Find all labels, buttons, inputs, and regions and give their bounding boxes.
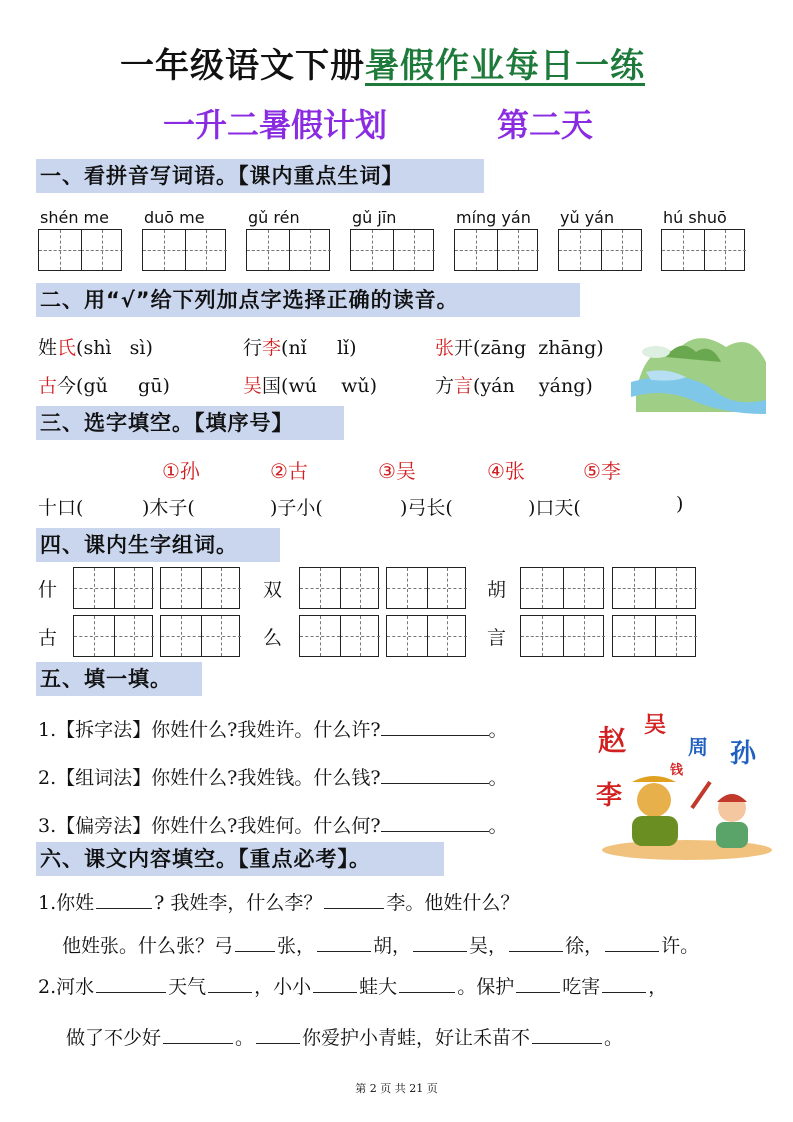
grid-cell (74, 568, 114, 608)
option-label: ③吴 (378, 459, 416, 483)
guide-line (447, 616, 448, 656)
grid-cell (143, 230, 185, 270)
page-footer: 第 2 页 共 21 页 (355, 1082, 438, 1095)
guide-line (518, 230, 519, 270)
guide-line (676, 568, 677, 608)
grid-cell (300, 616, 340, 656)
plain-char: 开 (454, 337, 474, 359)
guide-line (372, 230, 373, 270)
question-text: 1.【拆字法】你姓什么?我姓许。什么许? (38, 719, 381, 741)
line-text: 蛙大 (359, 976, 398, 998)
reading-item (243, 333, 357, 360)
dotted-char: 张 (435, 337, 455, 359)
line-text: 吃害 (562, 976, 601, 998)
dotted-char: 言 (454, 375, 474, 397)
guide-line (181, 616, 182, 656)
char-prompt: 双 (263, 579, 283, 601)
cell-divider (114, 616, 115, 656)
pinyin-label: yǔ yán (560, 208, 615, 227)
grid-cell (161, 568, 201, 608)
line-text: 你爱护小青蛙，好让禾苗不 (302, 1027, 531, 1049)
guide-line (476, 230, 477, 270)
line-text: 天气 (168, 976, 207, 998)
word-writing-grid[interactable] (299, 567, 379, 609)
cell-divider (704, 230, 705, 270)
pinyin-label: míng yán (456, 208, 531, 227)
fill-line (62, 931, 699, 958)
word-writing-grid[interactable] (612, 567, 696, 609)
cell-divider (563, 616, 564, 656)
guide-line (221, 568, 222, 608)
landscape-illustration (626, 322, 772, 416)
art-char-li: 李 (596, 781, 623, 811)
guide-line (94, 616, 95, 656)
fill-line (38, 715, 508, 742)
cell-divider (427, 568, 428, 608)
answer-blank[interactable] (96, 888, 152, 909)
grid-cell (559, 230, 601, 270)
guide-line (542, 568, 543, 608)
answer-blank[interactable] (602, 972, 646, 993)
line-text: 李。他姓什么？ (386, 892, 520, 914)
grid-cell (161, 616, 201, 656)
grid-cell (601, 230, 643, 270)
char-prompt: 什 (38, 579, 58, 601)
option-label: ①孙 (162, 459, 200, 483)
pinyin-options[interactable]: (shì sì) (76, 337, 153, 359)
grid-cell (613, 616, 655, 656)
title-highlight: 暑假作业每日一练 (365, 46, 645, 86)
grid-cell (81, 230, 123, 270)
word-writing-grid[interactable] (160, 567, 240, 609)
answer-blank[interactable] (163, 1023, 233, 1044)
guide-line (676, 616, 677, 656)
grid-cell (455, 230, 497, 270)
word-writing-grid[interactable] (38, 229, 122, 271)
fill-item: 十口( (38, 497, 84, 519)
grid-cell (340, 616, 380, 656)
pinyin-label: gǔ jīn (352, 208, 397, 227)
cell-divider (81, 230, 82, 270)
end-mark: 。 (488, 767, 508, 789)
grid-cell (521, 616, 563, 656)
char-prompt: 古 (38, 627, 58, 649)
char-prompt: 胡 (487, 579, 507, 601)
cell-divider (427, 616, 428, 656)
guide-line (320, 616, 321, 656)
word-writing-grid[interactable] (299, 615, 379, 657)
option-label: ④张 (487, 459, 525, 483)
guide-line (580, 230, 581, 270)
line-text: ，小小 (254, 976, 312, 998)
line-text: 。保护 (457, 976, 515, 998)
plain-char: 今 (57, 375, 77, 397)
guide-line (360, 568, 361, 608)
guide-line (221, 616, 222, 656)
grid-cell (201, 616, 241, 656)
grid-cell (497, 230, 539, 270)
word-writing-grid[interactable] (520, 567, 604, 609)
word-writing-grid[interactable] (73, 567, 153, 609)
cell-divider (340, 568, 341, 608)
grid-cell (427, 616, 467, 656)
guide-line (102, 230, 103, 270)
guide-line (622, 230, 623, 270)
line-text: 许。 (661, 935, 700, 957)
line-text: ? 我姓李，什么李？ (154, 892, 323, 914)
guide-line (634, 568, 635, 608)
grid-cell (247, 230, 289, 270)
cell-divider (340, 616, 341, 656)
answer-blank[interactable] (317, 931, 371, 952)
document-title (120, 38, 645, 87)
answer-blank[interactable] (532, 1023, 602, 1044)
line-text: 。 (604, 1027, 624, 1049)
grid-cell (340, 568, 380, 608)
line-text: 1.你姓 (38, 892, 95, 914)
word-writing-grid[interactable] (386, 615, 466, 657)
guide-line (134, 616, 135, 656)
answer-blank[interactable] (509, 931, 563, 952)
guide-line (134, 568, 135, 608)
grid-cell (289, 230, 331, 270)
grid-cell (74, 616, 114, 656)
answer-blank[interactable] (256, 1023, 300, 1044)
plain-char: 行 (243, 337, 263, 359)
grid-cell (351, 230, 393, 270)
pinyin-options[interactable]: (zāng zhāng) (473, 337, 604, 359)
char-prompt: 么 (263, 627, 283, 649)
answer-blank[interactable] (96, 972, 166, 993)
cell-divider (393, 230, 394, 270)
pinyin-options[interactable]: (wú wǔ) (281, 375, 378, 397)
guide-line (407, 568, 408, 608)
grid-cell (114, 616, 154, 656)
subtitle-day: 第二天 (497, 106, 594, 144)
section1-heading: 一、看拼音写词语。【课内重点生词】 (36, 159, 484, 193)
reading-item (435, 333, 604, 360)
fill-line (66, 1023, 623, 1050)
guide-line (584, 616, 585, 656)
answer-blank[interactable] (313, 972, 357, 993)
fill-line (38, 763, 508, 790)
guide-line (414, 230, 415, 270)
fill-item: )木子( (142, 497, 195, 519)
plain-char: 方 (435, 375, 455, 397)
plain-char: 国 (262, 375, 282, 397)
grid-cell (185, 230, 227, 270)
line-text: 吴， (469, 935, 508, 957)
cell-divider (114, 568, 115, 608)
fill-line (38, 811, 508, 838)
guide-line (164, 230, 165, 270)
title-main: 一年级语文下册 (120, 46, 365, 86)
end-mark: 。 (488, 719, 508, 741)
fill-item: )子小( (270, 497, 323, 519)
dotted-char: 李 (262, 337, 282, 359)
reading-item (38, 371, 170, 398)
cell-divider (563, 568, 564, 608)
word-writing-grid[interactable] (612, 615, 696, 657)
pinyin-options[interactable]: (nǐ lǐ) (281, 337, 357, 359)
answer-blank[interactable] (399, 972, 455, 993)
word-writing-grid[interactable] (454, 229, 538, 271)
cell-divider (655, 568, 656, 608)
word-writing-grid[interactable] (520, 615, 604, 657)
word-writing-grid[interactable] (246, 229, 330, 271)
section6-heading: 六、课文内容填空。【重点必考】。 (36, 842, 444, 876)
grid-cell (300, 568, 340, 608)
cell-divider (185, 230, 186, 270)
art-char-zhao: 赵 (598, 724, 627, 757)
word-writing-grid[interactable] (558, 229, 642, 271)
fill-item: )口天( (528, 497, 581, 519)
pinyin-options[interactable]: (yán yáng) (473, 375, 593, 397)
guide-line (360, 616, 361, 656)
reading-item (243, 371, 377, 398)
grid-cell (655, 568, 697, 608)
answer-blank[interactable] (324, 888, 384, 909)
option-label: ②古 (270, 459, 308, 483)
reading-item (38, 333, 153, 360)
cell-divider (655, 616, 656, 656)
section4-heading: 四、课内生字组词。 (36, 528, 280, 562)
line-text: 做了不少好 (66, 1027, 162, 1049)
section2-heading: 二、用“√”给下列加点字选择正确的读音。 (36, 283, 580, 317)
guide-line (725, 230, 726, 270)
answer-blank[interactable] (381, 715, 489, 736)
answer-blank[interactable] (413, 931, 467, 952)
grid-cell (521, 568, 563, 608)
word-writing-grid[interactable] (73, 615, 153, 657)
word-writing-grid[interactable] (661, 229, 745, 271)
answer-blank[interactable] (208, 972, 252, 993)
pinyin-label: gǔ rén (248, 208, 300, 227)
end-mark: 。 (488, 815, 508, 837)
option-label: ⑤李 (583, 459, 621, 483)
answer-blank[interactable] (235, 931, 275, 952)
grid-cell (704, 230, 746, 270)
guide-line (542, 616, 543, 656)
grid-cell (563, 568, 605, 608)
reading-item (435, 371, 593, 398)
word-writing-grid[interactable] (386, 567, 466, 609)
dotted-char: 氏 (57, 337, 77, 359)
pinyin-label: hú shuō (663, 208, 727, 227)
guide-line (206, 230, 207, 270)
fill-line (38, 972, 667, 999)
guide-line (447, 568, 448, 608)
line-text: 胡， (373, 935, 412, 957)
fill-line (38, 888, 519, 915)
grid-cell (563, 616, 605, 656)
fill-item: ) (676, 493, 684, 515)
art-char-qian: 钱 (670, 763, 684, 778)
pinyin-label: shén me (40, 208, 109, 227)
art-char-wu: 吴 (644, 712, 667, 738)
line-text: ， (648, 976, 668, 998)
answer-blank[interactable] (381, 811, 489, 832)
question-text: 2.【组词法】你姓什么?我姓钱。什么钱? (38, 767, 381, 789)
word-writing-grid[interactable] (142, 229, 226, 271)
guide-line (94, 568, 95, 608)
answer-blank[interactable] (605, 931, 659, 952)
section3-heading: 三、选字填空。【填序号】 (36, 406, 344, 440)
cell-divider (201, 616, 202, 656)
guide-line (584, 568, 585, 608)
cell-divider (289, 230, 290, 270)
guide-line (268, 230, 269, 270)
line-text: 张， (277, 935, 316, 957)
art-char-sun: 孙 (730, 739, 757, 769)
pinyin-options[interactable]: (gǔ gū) (76, 375, 170, 397)
grid-cell (655, 616, 697, 656)
grid-cell (201, 568, 241, 608)
cell-divider (601, 230, 602, 270)
art-char-zhou: 周 (688, 735, 708, 759)
surnames-illustration (592, 712, 782, 862)
guide-line (60, 230, 61, 270)
grid-cell (39, 230, 81, 270)
grid-cell (387, 616, 427, 656)
subtitle-plan: 一升二暑假计划 (163, 106, 388, 144)
grid-cell (387, 568, 427, 608)
line-text: 他姓张。什么张？弓 (62, 935, 234, 957)
line-text: 2.河水 (38, 976, 95, 998)
line-text: 徐， (565, 935, 604, 957)
grid-cell (613, 568, 655, 608)
cell-divider (497, 230, 498, 270)
question-text: 3.【偏旁法】你姓什么?我姓何。什么何? (38, 815, 381, 837)
line-text: 。 (235, 1027, 255, 1049)
dotted-char: 吴 (243, 375, 263, 397)
dotted-char: 古 (38, 375, 58, 397)
char-prompt: 言 (487, 627, 507, 649)
grid-cell (393, 230, 435, 270)
grid-cell (662, 230, 704, 270)
word-writing-grid[interactable] (160, 615, 240, 657)
section5-heading: 五、填一填。 (36, 662, 202, 696)
grid-cell (427, 568, 467, 608)
guide-line (683, 230, 684, 270)
guide-line (407, 616, 408, 656)
answer-blank[interactable] (381, 763, 489, 784)
fill-item: )弓长( (400, 497, 453, 519)
guide-line (634, 616, 635, 656)
grid-cell (114, 568, 154, 608)
pinyin-label: duō me (144, 208, 205, 227)
cell-divider (201, 568, 202, 608)
plain-char: 姓 (38, 337, 58, 359)
guide-line (181, 568, 182, 608)
guide-line (310, 230, 311, 270)
answer-blank[interactable] (516, 972, 560, 993)
guide-line (320, 568, 321, 608)
word-writing-grid[interactable] (350, 229, 434, 271)
